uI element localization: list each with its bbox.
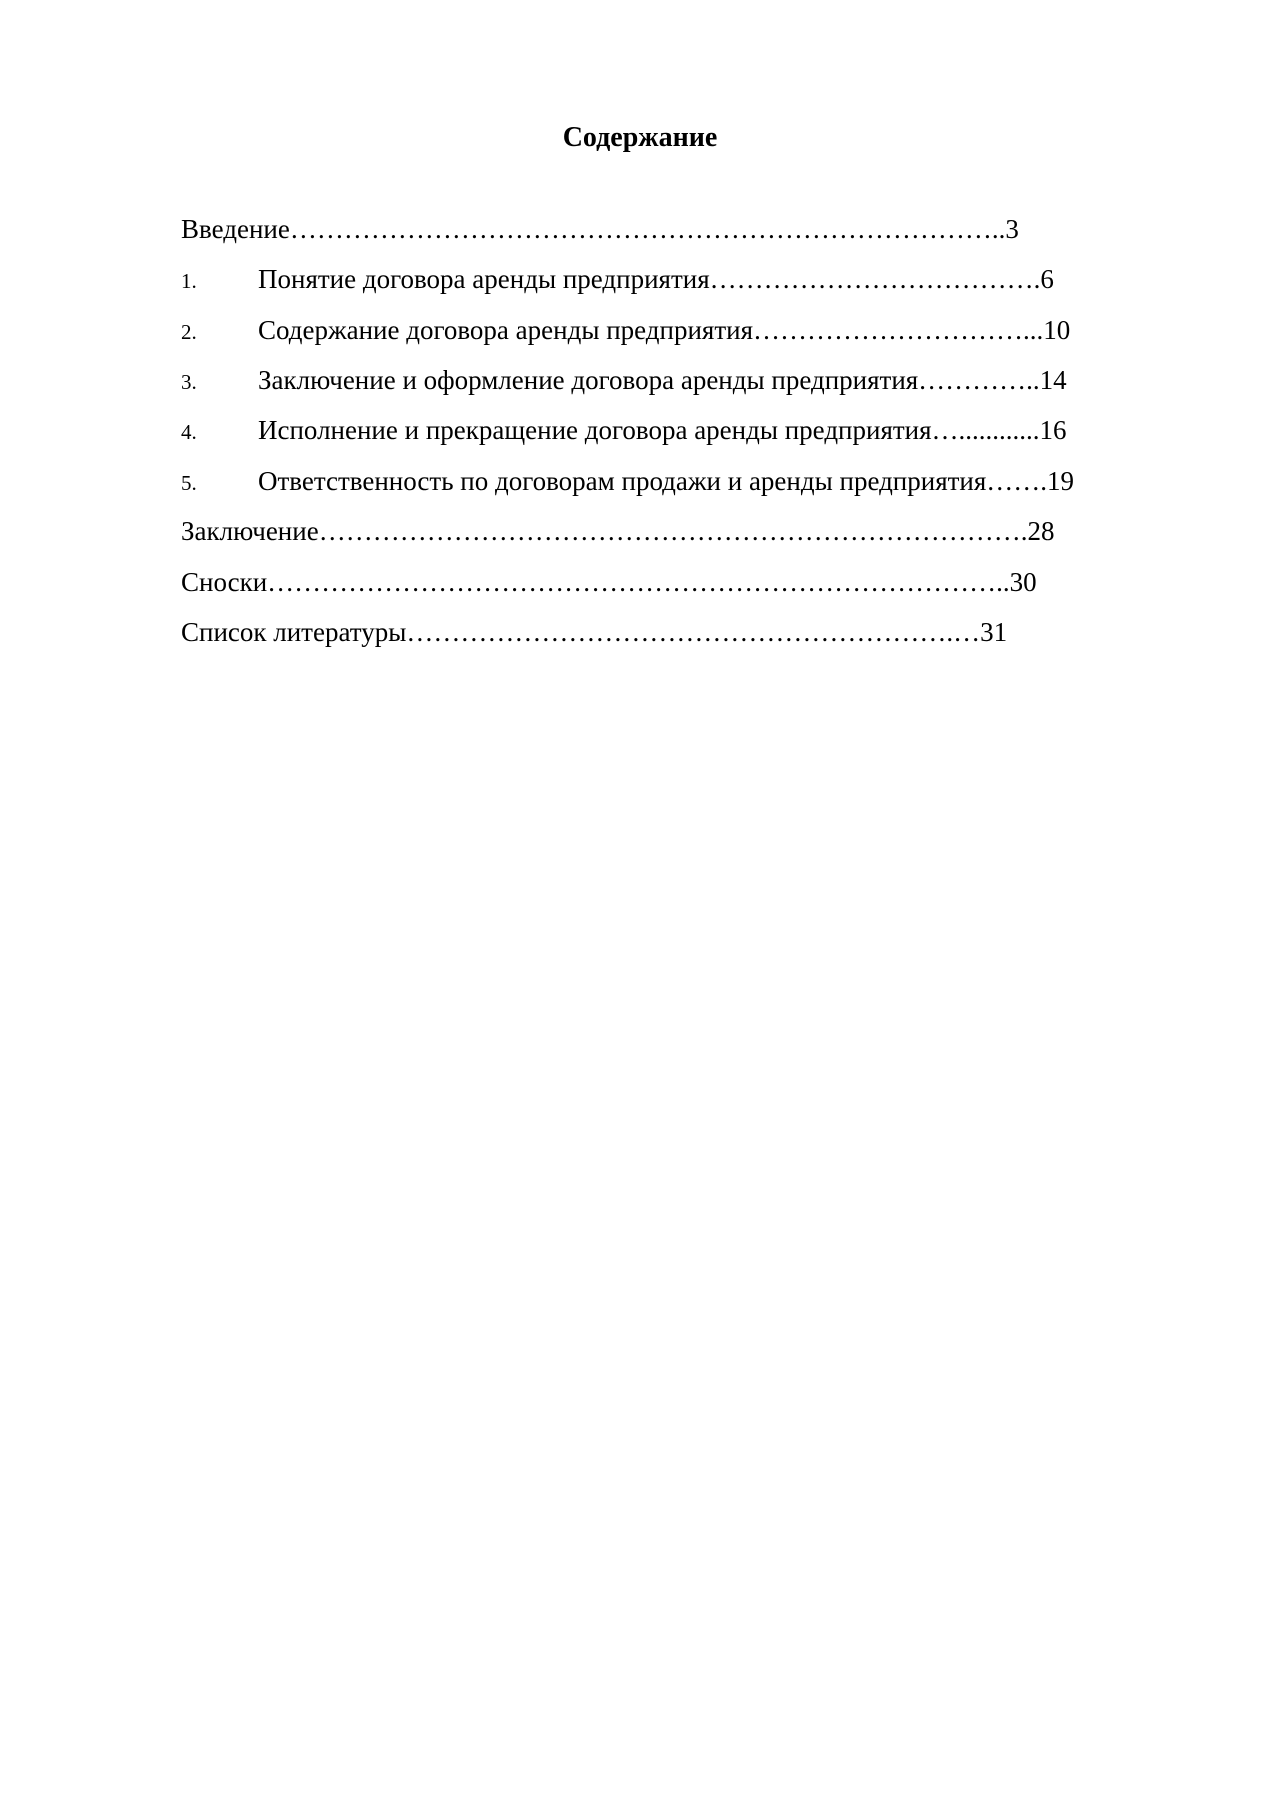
toc-entry-number: 1. [181,269,197,293]
toc-entry-conclusion: Заключение…………………………………………………………………….28 [181,516,1055,546]
toc-entry-number: 2. [181,320,197,344]
toc-entry-chapter-2: Содержание договора аренды предприятия…………………………...10 [258,315,1071,345]
toc-entry-chapter-1: Понятие договора аренды предприятия……………………………….6 [258,264,1054,294]
toc-entry-introduction: Введение……………………………………………………………………..3 [181,214,1019,244]
toc-entry-footnotes: Сноски………………………………………………………………………..30 [181,567,1037,597]
toc-entry-bibliography: Список литературы…………………………………………………….…31 [181,617,1008,647]
toc-entry-chapter-5: Ответственность по договорам продажи и аренды предприятия…….19 [258,466,1075,496]
toc-entry-chapter-4: Исполнение и прекращение договора аренды предприятия…............16 [258,415,1067,445]
toc-entry-chapter-3: Заключение и оформление договора аренды предприятия…………..14 [258,365,1067,395]
page-title: Содержание [562,122,718,153]
toc-entry-number: 3. [181,370,197,394]
toc-entry-number: 4. [181,420,197,444]
toc-entry-number: 5. [181,471,197,495]
